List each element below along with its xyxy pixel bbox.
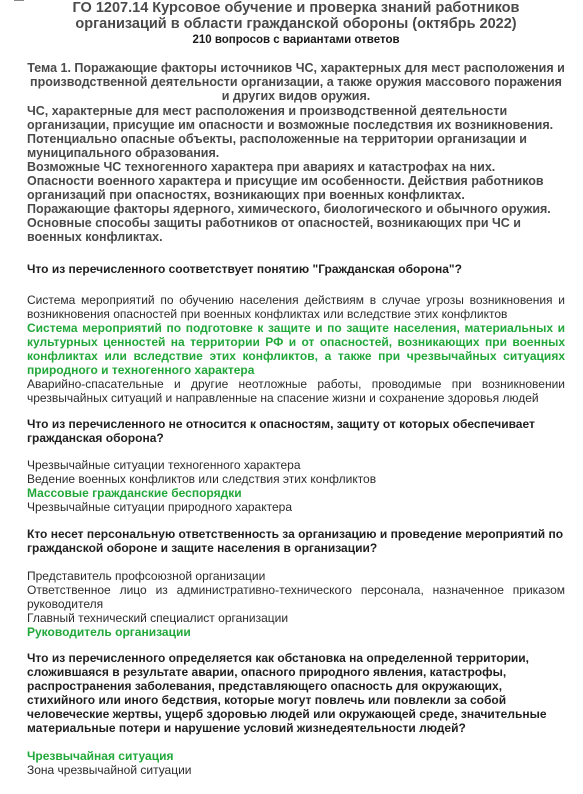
answer-option: Аварийно-спасательные и другие неотложные работы, проводимые при возникновении чрезвычайных ситуаций и направленные на спасение жизни и сохранение здоровья людей [27,377,565,405]
answer-option: Чрезвычайные ситуации природного характера [27,500,292,514]
answer-option: Зона чрезвычайной ситуации [27,763,192,777]
correct-answer: Система мероприятий по подготовке к защите и по защите населения, материальных и культурных ценностей на территории РФ и от опасностей, возникающих при военных конфликтах или вследствие этих конфликтов, а также при чрезвычайных ситуациях природного и техногенного характера [27,321,565,377]
correct-answer: Массовые гражданские беспорядки [27,486,242,500]
question-block [27,527,565,639]
question-block [27,417,565,514]
answer-list [27,458,565,514]
topic-line: Опасности военного характера и присущие им особенности. Действия работников организаций при опасностях, возникающих при военных конфликтах. [27,174,544,202]
question-block [27,651,565,777]
answer-option: Чрезвычайные ситуации техногенного характера [27,458,301,472]
answer-option: Представитель профсоюзной организации [27,569,266,583]
question-text: Что из перечисленного определяется как обстановка на определенной территории, сложившаяся в результате аварии, опасного природного явления, катастрофы, распространения заболевания, представляющего опасность для окружающих, стихийного или иного бедствия, которые могут повлечь или повлекли за собой человеческие жертвы, ущерб здоровью людей или окружающей среде, значительные материальные потери и нарушение условий жизнедеятельности людей? [27,651,547,735]
answer-list [27,749,565,777]
document-title: ГО 1207.14 Курсовое обучение и проверка знаний работников организаций в области гражданской обороны (октябрь 2022) [72,0,520,32]
question-text: Что из перечисленного соответствует понятию "Гражданская оборона"? [27,262,462,276]
correct-answer: Чрезвычайная ситуация [27,749,174,763]
topic-line: ЧС, характерные для мест расположения и производственной деятельности организации, присущие им опасности и возможные последствия их возникновения. [27,104,554,132]
topic-heading: Тема 1. Поражающие факторы источников ЧС, характерных для мест расположения и производственной деятельности организации, а также оружия массового поражения и других видов оружия. [27,61,565,103]
answer-option: Ведение военных конфликтов или следствия этих конфликтов [27,472,377,486]
document-subtitle: 210 вопросов с вариантами ответов [192,34,400,46]
answer-option: Ответственное лицо из административно-технического персонала, назначенное приказом руководителя [27,583,565,611]
topic-line: Поражающие факторы ядерного, химического, биологического и обычного оружия. [27,202,551,216]
topic-description [27,104,565,244]
topic-line: Основные способы защиты работников от опасностей, возникающих при ЧС и военных конфликтах. [27,216,521,244]
question-text: Что из перечисленного не относится к опасностям, защиту от которых обеспечивает гражданская оборона? [27,417,535,445]
question-text: Кто несет персональную ответственность за организацию и проведение мероприятий по гражданской обороне и защите населения в организации? [27,527,564,555]
topic-line: Возможные ЧС техногенного характера при авариях и катастрофах на них. [27,160,496,174]
topic-line: Потенциально опасные объекты, расположенные на территории организации и муниципального образования. [27,132,527,160]
answer-list [27,293,565,405]
answer-list [27,569,565,639]
page-corner-mark [14,0,24,4]
answer-option: Система мероприятий по обучению населения действиям в случае угрозы возникновения и возникновения опасностей при военных конфликтах или вследствие этих конфликтов [27,293,565,321]
correct-answer: Руководитель организации [27,625,191,639]
answer-option: Главный технический специалист организации [27,611,289,625]
question-block [27,262,565,405]
